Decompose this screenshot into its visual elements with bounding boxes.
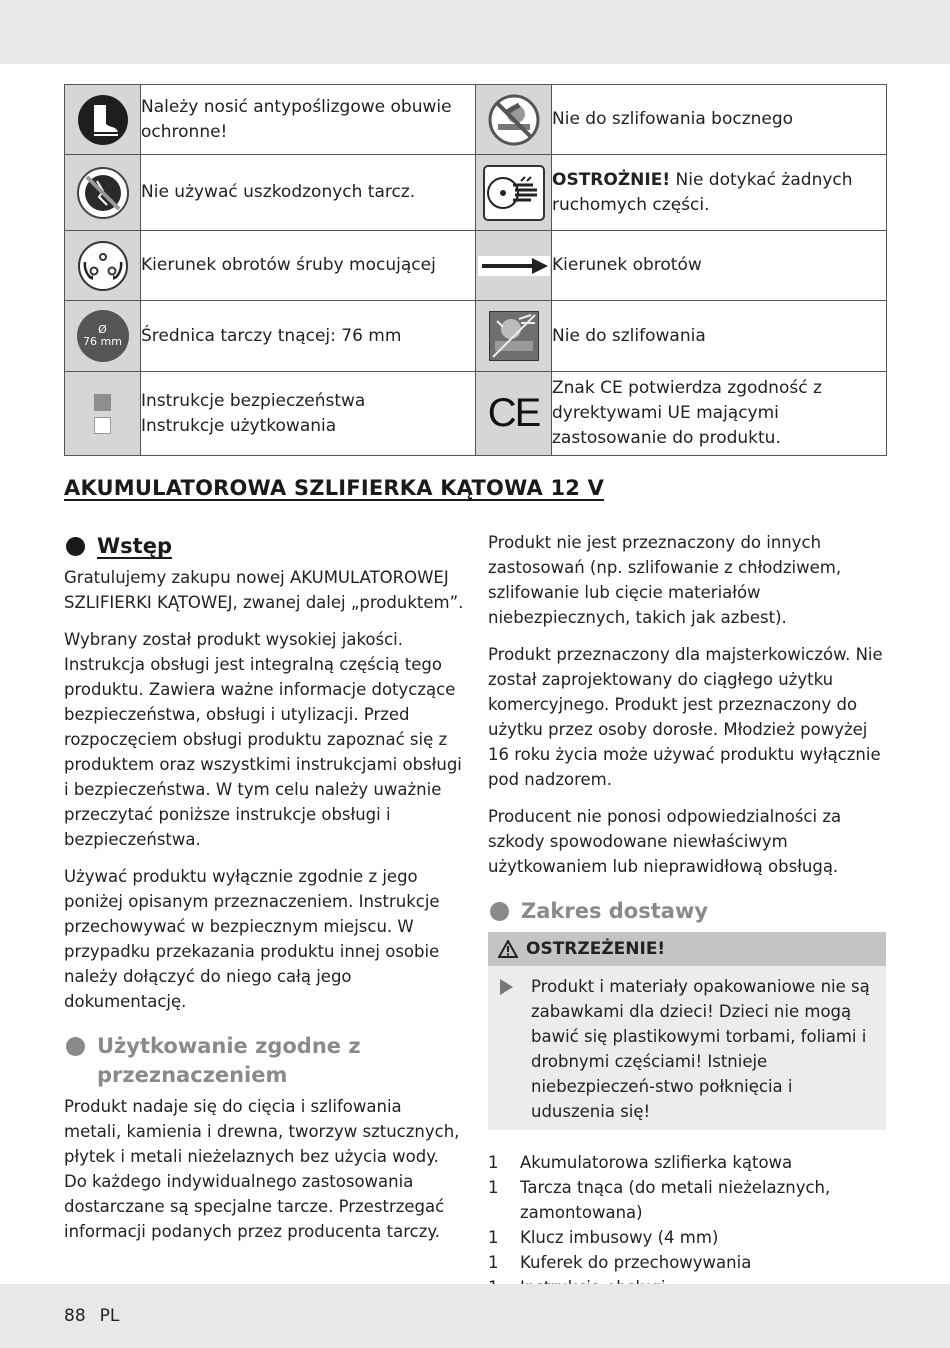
symbol-icon-cell (65, 155, 141, 231)
no-side-grinding-icon (488, 94, 540, 146)
screw-rotation-direction-icon (77, 240, 129, 292)
safety-instructions-text: Instrukcje bezpieczeństwa (141, 390, 366, 411)
item-qty: 1 (488, 1228, 499, 1247)
symbol-text: Znak CE potwierdza zgodność z dyrektywami UE mającymi zastosowanie do produktu. (552, 372, 887, 456)
symbol-text: Kierunek obrotów śruby mocującej (141, 231, 476, 301)
intended-use-heading-text: Użytkowanie zgodne z przeznaczeniem (97, 1034, 361, 1087)
page-footer (64, 1306, 133, 1326)
symbol-icon-cell (476, 85, 552, 155)
symbols-row (65, 155, 887, 231)
intro-paragraph: Wybrany został produkt wysokiej jakości. Instrukcja obsługi jest integralną częścią tego produktu. Zawiera ważne informacje dotyczące bezpieczeństwa, obsługi i utylizacji. Przed rozpoczęciem obsługi produktu zapoznać się z produktem oraz wszystkimi instrukcjami obsługi i bezpieczeństwa. W tym celu należy uważnie przeczytać poniższe instrukcje obsługi i bezpieczeństwa. (64, 630, 462, 849)
ce-mark-icon: CE (487, 391, 540, 435)
user-instructions-text: Instrukcje użytkowania (141, 415, 337, 436)
right-column (488, 530, 886, 1300)
arrow-bullet-icon (500, 979, 513, 995)
language-code: PL (99, 1306, 120, 1326)
symbol-icon-cell (476, 155, 552, 231)
symbol-icon-cell (65, 372, 141, 456)
item-name: Klucz imbusowy (4 mm) (520, 1228, 719, 1247)
instruction-squares-icon (65, 394, 140, 434)
symbol-icon-cell (65, 85, 141, 155)
safety-boot-icon (77, 94, 129, 146)
caution-label: OSTROŻNIE! (552, 169, 671, 190)
symbol-icon-cell (476, 231, 552, 301)
item-qty: 1 (488, 1153, 499, 1172)
symbol-icon-cell (65, 301, 141, 372)
no-grinding-icon (489, 311, 539, 361)
intro-heading (64, 532, 464, 561)
warning-title: OSTRZEŻENIE! (526, 939, 666, 959)
delivery-heading-text: Zakres dostawy (521, 899, 709, 923)
symbol-text: Nie używać uszkodzonych tarcz. (141, 155, 476, 231)
page-number: 88 (64, 1306, 86, 1326)
bullet-dot (66, 537, 85, 556)
symbols-table (64, 84, 887, 456)
item-qty: 1 (488, 1253, 499, 1272)
intro-paragraph: Używać produktu wyłącznie zgodnie z jego poniżej opisanym przeznaczeniem. Instrukcje przechowywać w bezpiecznym miejscu. W przypadku przekazania produktu innej osobie należy dołączyć do niego całą jego dokumentację. (64, 867, 440, 1011)
symbol-icon-cell (476, 301, 552, 372)
delivery-list (488, 1150, 886, 1300)
usage-paragraph: Producent nie ponosi odpowiedzialności za szkody spowodowane niewłaściwym użytkowaniem lub nieprawidłową obsługą. (488, 807, 842, 876)
top-margin-band (0, 0, 950, 64)
list-item (488, 1250, 886, 1275)
diameter-symbol: Ø (98, 323, 107, 336)
warning-header (488, 932, 886, 966)
list-item (488, 1150, 886, 1175)
symbols-row (65, 231, 887, 301)
delivery-heading (488, 897, 886, 926)
bullet-dot (490, 902, 509, 921)
intended-use-heading (64, 1032, 464, 1090)
symbol-text: Nie do szlifowania bocznego (552, 85, 887, 155)
symbol-text: Średnica tarczy tnącej: 76 mm (141, 301, 476, 372)
symbol-text: Nie do szlifowania (552, 301, 887, 372)
symbols-row (65, 301, 887, 372)
symbol-text: Kierunek obrotów (552, 231, 887, 301)
bottom-margin-band (0, 1284, 950, 1348)
diameter-value: 76 mm (83, 335, 122, 348)
warning-triangle-icon (498, 940, 518, 958)
item-qty: 1 (488, 1178, 499, 1197)
symbol-text (552, 155, 887, 231)
warning-body (488, 966, 886, 1130)
intro-paragraph: Gratulujemy zakupu nowej AKUMULATOROWEJ SZLIFIERKI KĄTOWEJ, zwanej dalej „produktem”. (64, 568, 464, 612)
warning-box (488, 932, 886, 1130)
no-damaged-disc-icon (77, 167, 129, 219)
list-item (488, 1225, 886, 1250)
intended-use-paragraph: Produkt nadaje się do cięcia i szlifowania metali, kamienia i drewna, tworzyw sztucznych, płytek i metali nieżelaznych bez użycia wody. Do każdego indywidualnego zastosowania dostarczane są specjalne tarcze. Przestrzegać informacji podanych przez producenta tarczy. (64, 1097, 460, 1241)
hand-moving-parts-icon (483, 165, 545, 221)
symbol-text: Należy nosić antypoślizgowe obuwie ochronne! (141, 85, 476, 155)
usage-paragraph: Produkt nie jest przeznaczony do innych zastosowań (np. szlifowanie z chłodziwem, szlifowanie lub cięcie materiałów niebezpiecznych, takich jak azbest). (488, 533, 842, 627)
list-item (488, 1175, 886, 1225)
symbols-row (65, 372, 887, 456)
intro-heading-text: Wstęp (97, 534, 172, 558)
symbol-icon-cell (476, 372, 552, 456)
item-name: Akumulatorowa szlifierka kątowa (520, 1153, 793, 1172)
safety-instructions-square (94, 394, 111, 411)
item-name: Tarcza tnąca (do metali nieżelaznych, zamontowana) (520, 1178, 831, 1222)
warning-text: Produkt i materiały opakowaniowe nie są zabawkami dla dzieci! Dzieci nie mogą bawić się plastikowymi torbami, foliami i drobnymi częściami! Istnieje niebezpieczeń-stwo połknięcia i uduszenia się! (531, 977, 870, 1121)
disc-diameter-icon (77, 310, 129, 362)
caution-text: Nie dotykać żadnych ruchomych części. (552, 169, 853, 215)
bullet-dot (66, 1037, 85, 1056)
usage-paragraph: Produkt przeznaczony dla majsterkowiczów. Nie został zaprojektowany do ciągłego użytku komercyjnego. Produkt jest przeznaczony do użytku przez osoby dorosłe. Młodzież powyżej 16 roku życia może używać produktu wyłącznie pod nadzorem. (488, 645, 883, 789)
symbol-icon-cell (65, 231, 141, 301)
symbol-text (141, 372, 476, 456)
rotation-direction-arrow-icon (478, 254, 550, 278)
symbols-row (65, 85, 887, 155)
left-column (64, 532, 464, 1256)
item-name: Kuferek do przechowywania (520, 1253, 752, 1272)
user-instructions-square (94, 417, 111, 434)
page-title: AKUMULATOROWA SZLIFIERKA KĄTOWA 12 V (64, 476, 605, 500)
